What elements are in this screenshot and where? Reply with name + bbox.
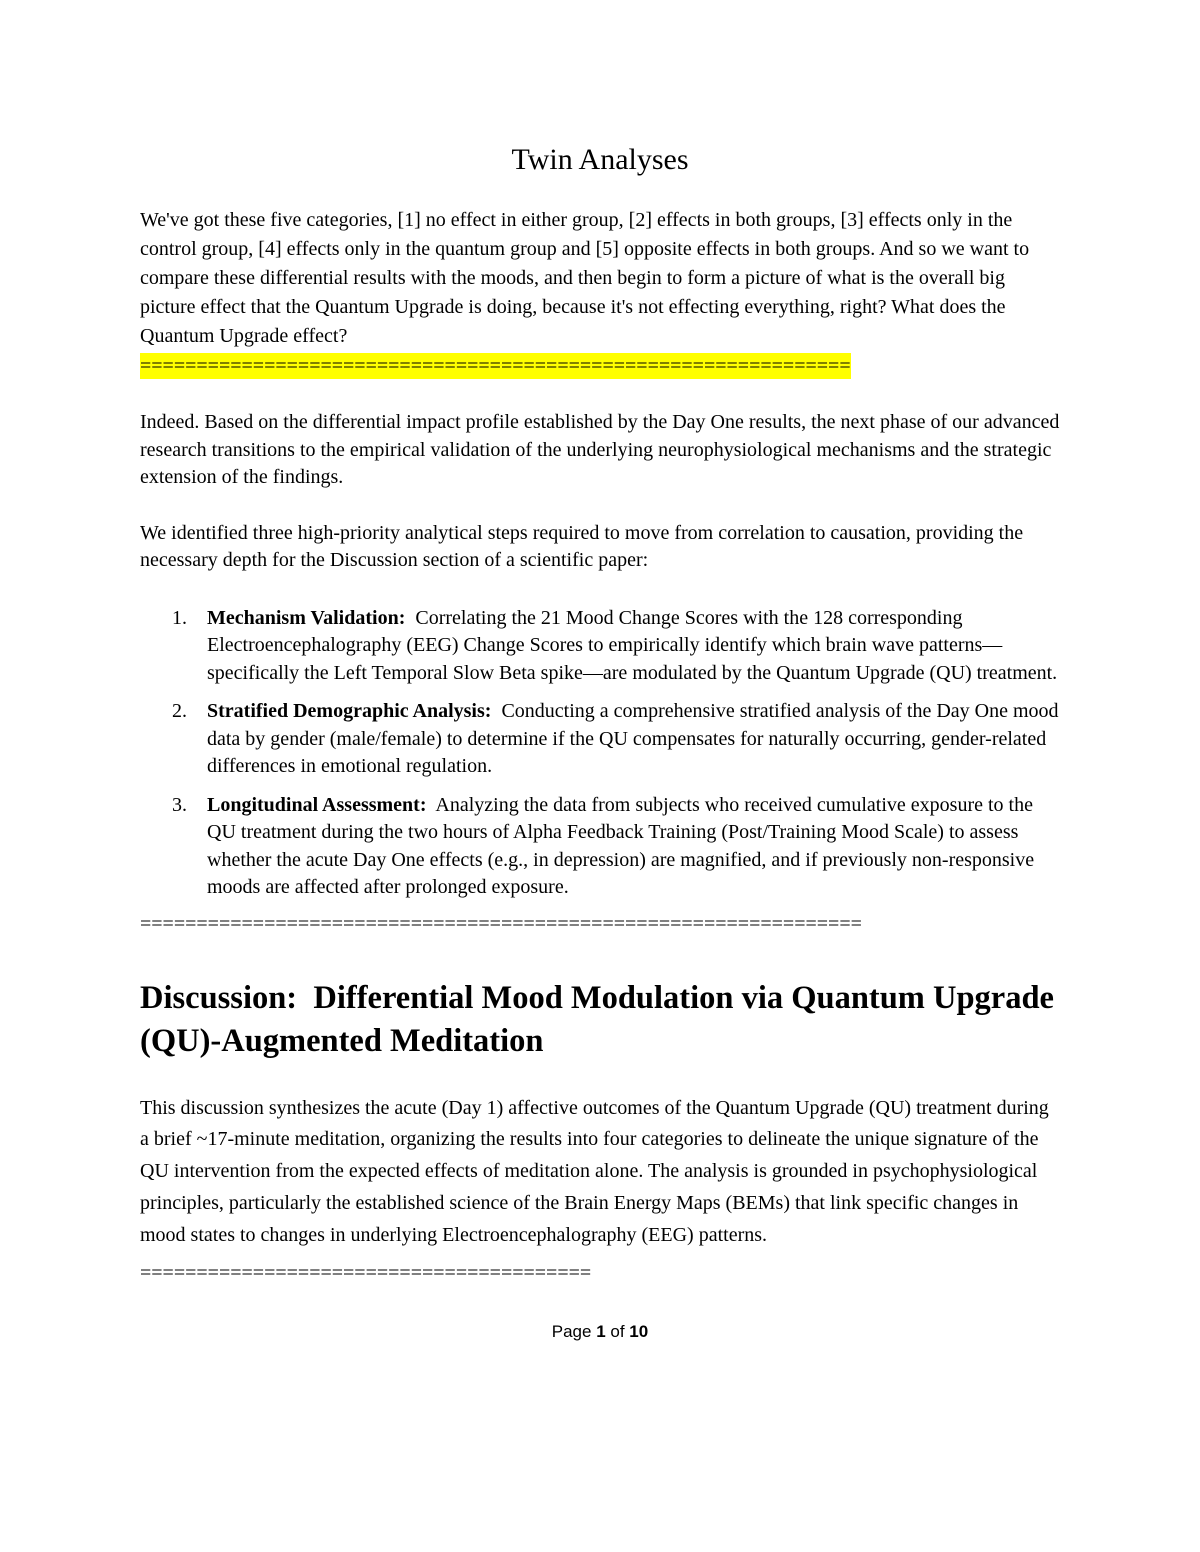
list-item-number: 2. (172, 700, 187, 722)
list-item-label: Stratified Demographic Analysis: (207, 700, 492, 722)
list-item-text: Correlating the 21 Mood Change Scores with the 128 corresponding Electroencephalography (EEG) Change Scores to empirically identify which brain wave patterns—specifically the Left Temporal Slow Beta spike—are modulated by the Quantum Upgrade (QU) treatment. (207, 606, 1058, 684)
separator-plain: ================================================================ (140, 912, 862, 935)
list-item-text: Conducting a comprehensive stratified analysis of the Day One mood data by gender (male/female) to determine if the QU compensates for naturally occurring, gender-related differences in emotional regulation. (207, 700, 1064, 777)
separator-highlighted (140, 351, 1060, 381)
list-item-number: 3. (172, 793, 187, 816)
list-item-body (207, 698, 1064, 781)
list-item-label: Mechanism Validation: (207, 606, 406, 629)
footer-total-pages: 10 (629, 1322, 649, 1342)
page-footer (140, 1321, 1060, 1342)
list-item-stratified-demographic-analysis (172, 698, 1064, 781)
list-item-label: Longitudinal Assessment: (207, 793, 427, 816)
list-item-text: Analyzing the data from subjects who received cumulative exposure to the QU treatment during the two hours of Alpha Feedback Training (Post/Training Mood Scale) to assess whether the acute Day One effects (e.g., in depression) are magnified, and if previously non-responsive moods are affected after prolonged exposure. (207, 793, 1040, 898)
list-item-mechanism-validation (172, 605, 1060, 688)
list-item-longitudinal-assessment (172, 792, 1060, 902)
document-title: Twin Analyses (511, 143, 689, 176)
separator-short: ======================================== (140, 1262, 592, 1285)
discussion-body-paragraph: This discussion synthesizes the acute (Day 1) affective outcomes of the Quantum Upgrade (QU) treatment during a brief ~17-minute meditation, organizing the results into four categories to delineate the unique signature of the QU intervention from the expected effects of meditation alone. The analysis is grounded in psychophysiological principles, particularly the established science of the Brain Energy Maps (BEMs) that link specific changes in mood states to changes in underlying Electroencephalography (EEG) patterns. (140, 1096, 1049, 1246)
steps-intro-paragraph: We identified three high-priority analytical steps required to move from correlation to causation, providing the necessary depth for the Discussion section of a scientific paper: (140, 521, 1024, 571)
list-item-body (207, 605, 1060, 688)
highlighted-equals-text: =============================================================== (140, 355, 851, 377)
footer-page-number: 1 (596, 1322, 606, 1342)
intro-paragraph: We've got these five categories, [1] no effect in either group, [2] effects in both groups, [3] effects only in the control group, [4] effects only in the quantum group and [5] opposite effects in both groups. And so we want to compare these differential results with the moods, and then begin to form a picture of what is the overall big picture effect that the Quantum Upgrade is doing, because it's not effecting everything, right? What does the Quantum Upgrade effect? (140, 209, 1030, 347)
indeed-paragraph: Indeed. Based on the differential impact profile established by the Day One results, the next phase of our advanced research transitions to the empirical validation of the underlying neurophysiological mechanisms and the strategic extension of the findings. (140, 411, 1060, 488)
footer-of-label: of (605, 1322, 630, 1342)
numbered-list (172, 605, 1064, 902)
list-item-body (207, 792, 1060, 902)
discussion-section-heading: Discussion: Differential Mood Modulation via Quantum Upgrade (QU)-Augmented Meditation (140, 979, 1063, 1059)
list-item-number: 1. (172, 606, 187, 629)
footer-page-prefix: Page (551, 1322, 597, 1342)
